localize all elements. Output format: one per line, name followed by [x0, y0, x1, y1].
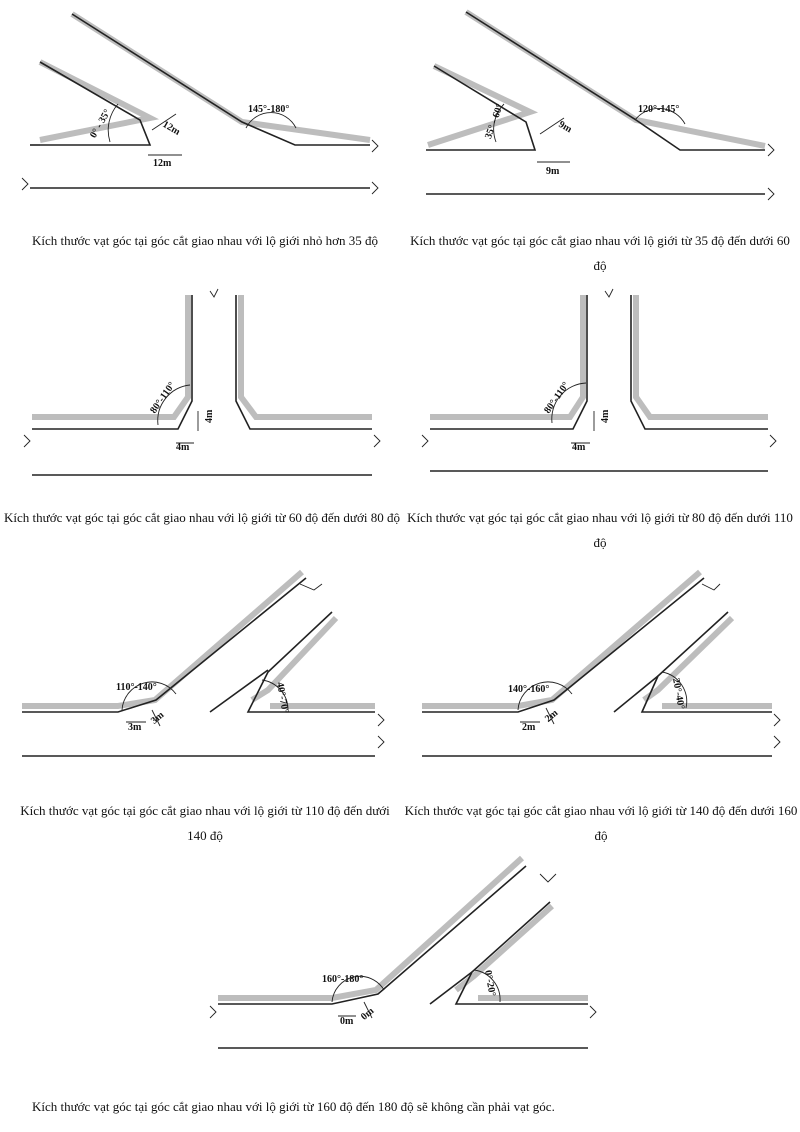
- chamfer-dim-b: 12m: [153, 158, 172, 169]
- chamfer-dim-a: 3m: [128, 722, 142, 733]
- obtuse-angle-label: 140°-160°: [508, 684, 550, 695]
- diagram-panel-5: [0, 560, 400, 843]
- acute-angle-label: 35° - 60°: [483, 102, 506, 141]
- chamfer-dim-a: 12m: [160, 119, 182, 138]
- intersection-diagram-6: [400, 560, 800, 770]
- obtuse-angle-label: 145°-180°: [248, 104, 290, 115]
- chamfer-dim-b: 0m: [358, 1005, 377, 1023]
- chamfer-dim-a: 4m: [600, 409, 611, 423]
- chamfer-dim-a: 0m: [340, 1016, 354, 1027]
- caption-1: Kích thước vạt góc tại góc cắt giao nhau với lộ giới nhỏ hơn 35 độ: [31, 233, 379, 248]
- caption-2: Kích thước vạt góc tại góc cắt giao nhau với lộ giới từ 35 độ đến dưới 60 độ: [410, 233, 790, 273]
- chamfer-dim-b: 9m: [546, 166, 560, 177]
- diagram-panel-2: [400, 0, 800, 280]
- intersection-diagram-2: [400, 0, 800, 200]
- diagram-panel-6: [400, 560, 800, 843]
- acute-angle-label: 0°-20°: [482, 969, 498, 998]
- intersection-diagram-4: [400, 285, 800, 495]
- chamfer-dim-b: 4m: [572, 442, 586, 453]
- acute-angle-label: 40°-70°: [274, 681, 291, 715]
- caption-5: Kích thước vạt góc tại góc cắt giao nhau với lộ giới từ 110 độ đến dưới 140 độ: [20, 803, 390, 843]
- caption-4: Kích thước vạt góc tại góc cắt giao nhau với lộ giới từ 80 độ đến dưới 110 độ: [407, 510, 793, 550]
- intersection-diagram-5: [0, 560, 400, 770]
- angle-label: 80°-110°: [148, 380, 178, 416]
- diagram-panel-3: [0, 285, 400, 555]
- obtuse-angle-label: 110°-140°: [116, 682, 157, 693]
- obtuse-angle-label: 160°-180°: [322, 974, 364, 985]
- chamfer-dim-a: 9m: [556, 119, 574, 136]
- acute-angle-label: 0° - 35°: [88, 107, 114, 141]
- obtuse-angle-label: 120°-145°: [638, 104, 680, 115]
- chamfer-dim-b: 2m: [542, 707, 561, 725]
- acute-angle-label: 20°-40°: [670, 677, 687, 711]
- chamfer-dim-a: 4m: [204, 409, 215, 423]
- intersection-diagram-3: [0, 285, 400, 495]
- angle-label: 80°-110°: [542, 380, 572, 416]
- caption-6: Kích thước vạt góc tại góc cắt giao nhau với lộ giới từ 140 độ đến dưới 160 độ: [404, 803, 798, 843]
- diagram-panel-7: [0, 830, 800, 1132]
- intersection-diagram-7: [0, 830, 800, 1070]
- diagram-panel-4: [400, 285, 800, 555]
- caption-7: Kích thước vạt góc tại góc cắt giao nhau với lộ giới từ 160 độ đến 180 độ sẽ không cần phải vạt góc.: [32, 1099, 555, 1114]
- intersection-diagram-1: [0, 0, 400, 200]
- caption-3: Kích thước vạt góc tại góc cắt giao nhau với lộ giới từ 60 độ đến dưới 80 độ: [4, 510, 400, 525]
- chamfer-dim-a: 2m: [522, 722, 536, 733]
- chamfer-dim-b: 4m: [176, 442, 190, 453]
- diagram-panel-1: [0, 0, 400, 280]
- chamfer-dim-b: 3m: [148, 709, 167, 727]
